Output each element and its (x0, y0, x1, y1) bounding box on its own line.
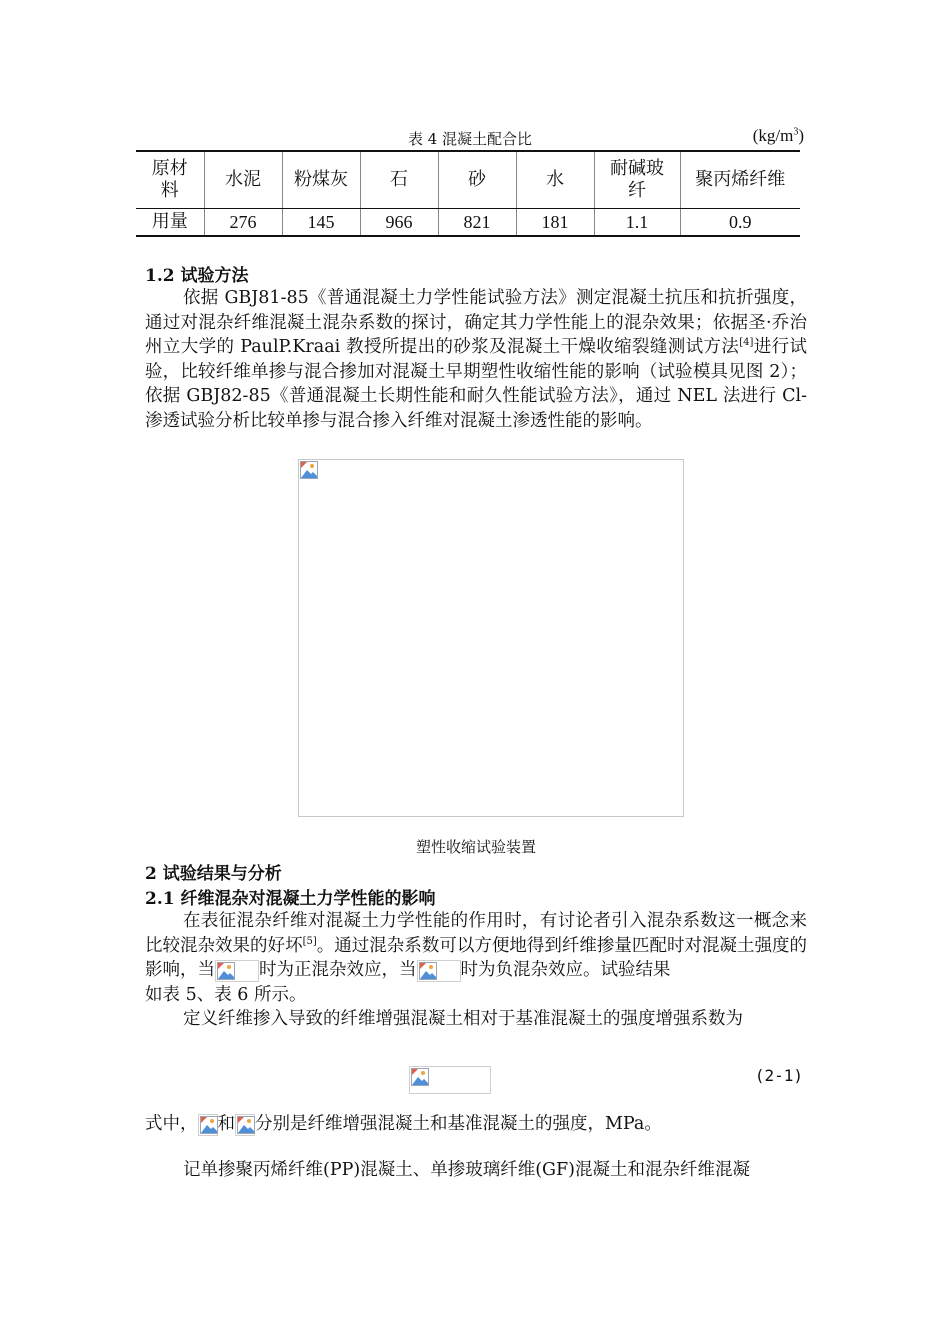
table-cell: 145 (282, 209, 360, 237)
table-header-cell: 砂 (438, 151, 516, 209)
table-header-cell: 原材料 (136, 151, 204, 209)
table-header-cell: 粉煤灰 (282, 151, 360, 209)
inline-formula-image (417, 960, 461, 982)
last-paragraph: 记单掺聚丙烯纤维(PP)混凝土、单掺玻璃纤维(GF)混凝土和混杂纤维混凝 (183, 1160, 750, 1180)
equation-image (409, 1066, 491, 1094)
hybrid-paragraph: 在表征混杂纤维对混凝土力学性能的作用时，有讨论者引入混杂系数这一概念来比较混杂效果的好坏[5]。通过混杂系数可以方便地得到纤维掺量匹配时对混凝土强度的影响，当 时为正混杂效应，当 时为负混杂效应。试验结果 如表 5、表 6 所示。 定义纤维掺入导致的纤维增强混凝土相对于基准混凝土的强度增强系数为 (145, 911, 808, 1029)
figure-caption: 塑性收缩试验装置 (415, 838, 536, 856)
table-cell: 1.1 (594, 209, 680, 237)
section-heading-1-2: 1.2 试验方法 (145, 266, 249, 286)
equation-row (145, 1066, 807, 1096)
broken-image-icon (411, 1068, 429, 1086)
table-cell: 821 (438, 209, 516, 237)
mix-proportion-table (136, 150, 800, 237)
inline-formula-image (235, 1114, 255, 1136)
table-row-label: 用量 (151, 211, 188, 232)
table-cell: 0.9 (680, 209, 800, 237)
table-header-cell: 水 (516, 151, 594, 209)
table-header-cell: 耐碱玻纤 (594, 151, 680, 209)
citation-5: [5] (302, 935, 317, 947)
where-paragraph: 式中， 和 分别是纤维增强混凝土和基准混凝土的强度，MPa。 (145, 1114, 662, 1134)
table-cell: 181 (516, 209, 594, 237)
table-row (136, 209, 800, 237)
inline-formula-image (215, 960, 259, 982)
table-caption-row (136, 126, 804, 148)
table-cell: 276 (204, 209, 282, 237)
citation-4: [4] (739, 337, 754, 349)
table-header-cell: 石 (360, 151, 438, 209)
inline-formula-image (198, 1114, 218, 1136)
broken-image-icon (419, 962, 437, 980)
broken-image-icon (300, 461, 318, 479)
equation-number: (2-1) (754, 1066, 803, 1085)
broken-image-icon (217, 962, 235, 980)
table-cell: 966 (360, 209, 438, 237)
section-heading-2: 2 试验结果与分析 (145, 864, 282, 884)
broken-image-icon (237, 1116, 255, 1134)
method-paragraph: 依据 GBJ81-85《普通混凝土力学性能试验方法》测定混凝土抗压和抗折强度，通过对混杂纤维混凝土混杂系数的探讨，确定其力学性能上的混杂效果；依据圣·乔治州立大学的 PaulP.Kraai 教授所提出的砂浆及混凝土干燥收缩裂缝测试方法[4]进行试验，比较纤维单掺与混合掺加对混凝土早期塑性收缩性能的影响（试验模具见图 2）；依据 GBJ82-85《普通混凝土长期性能和耐久性能试验方法》，通过 NEL 法进行 Cl-渗透试验分析比较单掺与混合掺入纤维对混凝土渗透性能的影响。 (145, 288, 808, 431)
figure-image (298, 459, 684, 817)
table-header-cell: 水泥 (204, 151, 282, 209)
table-unit: $(kg/m^3)$ (752, 126, 804, 145)
broken-image-icon (200, 1116, 218, 1134)
table-header-row (136, 151, 800, 209)
table-caption: 表 4 混凝土配合比 (407, 130, 533, 148)
section-heading-2-1: 2.1 纤维混杂对混凝土力学性能的影响 (145, 889, 436, 909)
table-header-cell: 聚丙烯纤维 (680, 151, 800, 209)
